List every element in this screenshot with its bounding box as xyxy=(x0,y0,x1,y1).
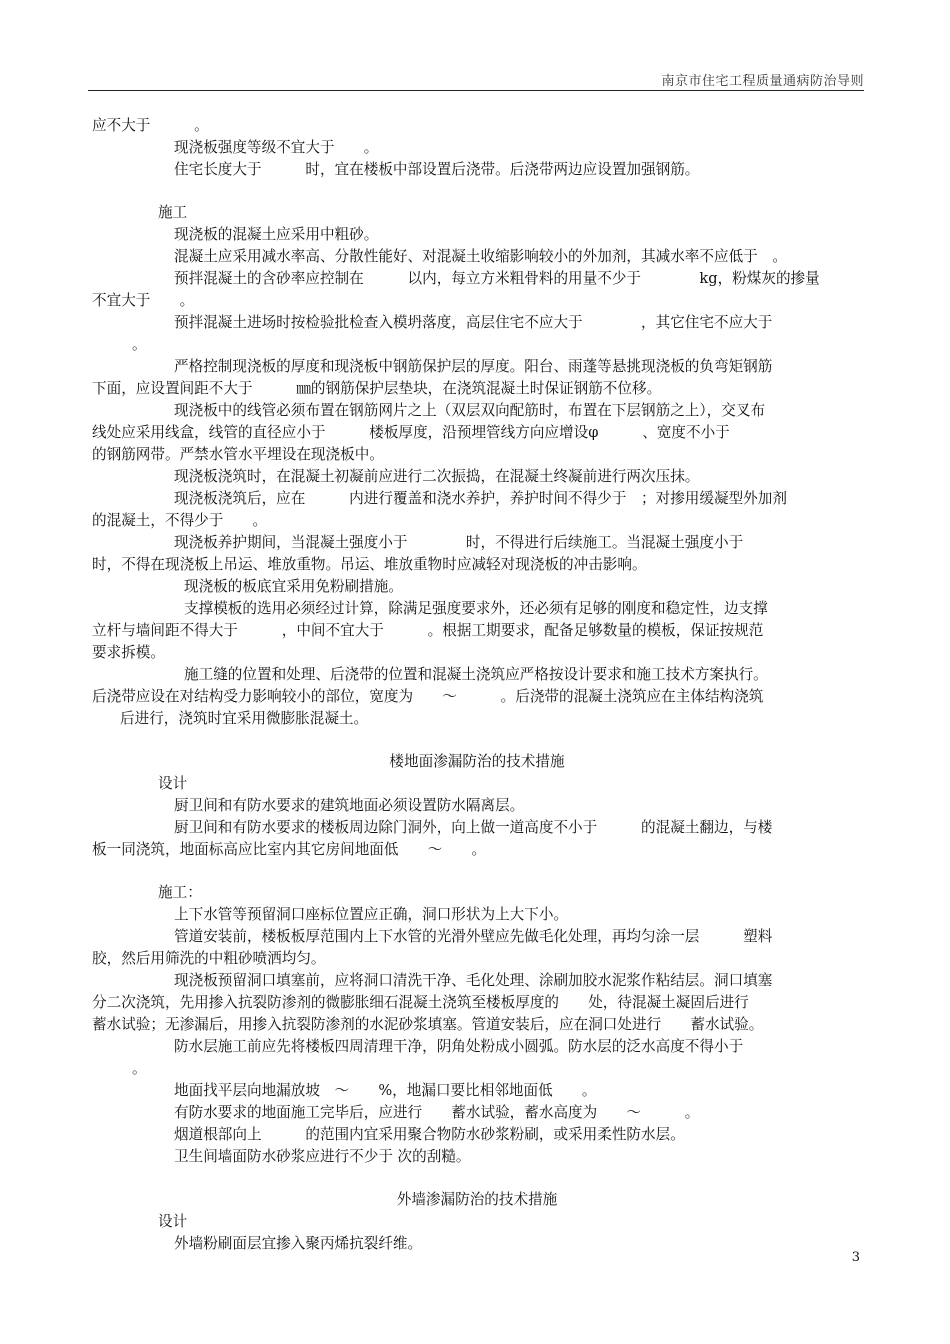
text-line: 。 xyxy=(132,336,147,353)
running-header: 南京市住宅工程质量通病防治导则 xyxy=(661,74,864,89)
section-heading: 楼地面渗漏防治的技术措施 xyxy=(389,753,565,770)
text-line: 分二次浇筑，先用掺入抗裂防渗剂的微膨胀细石混凝土浇筑至楼板厚度的 处，待混凝土凝固后进行 xyxy=(92,994,749,1011)
text-line: 板一同浇筑，地面标高应比室内其它房间地面低 ～ 。 xyxy=(92,841,487,858)
text-line: 应不大于 。 xyxy=(92,117,209,134)
text-line: 混凝土应采用减水率高、分散性能好、对混凝土收缩影响较小的外加剂，其减水率不应低于 。 xyxy=(174,248,787,265)
text-line: 管道安装前，楼板板厚范围内上下水管的光滑外壁应先做毛化处理，再均匀涂一层 塑料 xyxy=(174,928,773,945)
text-line: 地面找平层向地漏放坡 ～ %，地漏口要比相邻地面低 。 xyxy=(174,1082,597,1099)
text-line: 外墙粉刷面层宜掺入聚丙烯抗裂纤维。 xyxy=(174,1235,423,1252)
text-line: 设计 xyxy=(158,775,188,792)
text-line: 施工： xyxy=(158,884,202,901)
text-line: 线处应采用线盒，线管的直径应小于 楼板厚度，沿预埋管线方向应增设φ 、宽度不小于 xyxy=(92,424,730,441)
text-line: 的混凝土，不得少于 。 xyxy=(92,512,268,529)
text-line: 现浇板养护期间，当混凝土强度小于 时，不得进行后续施工。当混凝土强度小于 xyxy=(174,534,744,551)
text-line: 卫生间墙面防水砂浆应进行不少于 次的刮糙。 xyxy=(174,1148,471,1165)
text-line: 要求拆模。 xyxy=(92,644,165,661)
text-line: 预拌混凝土进场时按检验批检查入模坍落度，高层住宅不应大于 ，其它住宅不应大于 xyxy=(174,314,773,331)
text-line: 现浇板中的线管必须布置在钢筋网片之上（双层双向配筋时，布置在下层钢筋之上），交叉布 xyxy=(174,402,766,419)
text-line: 住宅长度大于 时，宜在楼板中部设置后浇带。后浇带两边应设置加强钢筋。 xyxy=(174,161,700,178)
text-line: 严格控制现浇板的厚度和现浇板中钢筋保护层的厚度。阳台、雨蓬等悬挑现浇板的负弯矩钢筋 xyxy=(174,358,773,375)
text-line: 时，不得在现浇板上吊运、堆放重物。吊运、堆放重物时应减轻对现浇板的冲击影响。 xyxy=(92,556,647,573)
text-line: 上下水管等预留洞口座标位置应正确，洞口形状为上大下小。 xyxy=(174,906,569,923)
text-line: 烟道根部向上 的范围内宜采用聚合物防水砂浆粉刷，或采用柔性防水层。 xyxy=(174,1126,685,1143)
text-line: 厨卫间和有防水要求的楼板周边除门洞外，向上做一道高度不小于 的混凝土翻边，与楼 xyxy=(174,819,773,836)
text-line: 施工 xyxy=(158,204,188,221)
text-line: 施工缝的位置和处理、后浇带的位置和混凝土浇筑应严格按设计要求和施工技术方案执行。 xyxy=(184,666,768,683)
text-line: 现浇板浇筑时，在混凝土初凝前应进行二次振捣，在混凝土终凝前进行两次压抹。 xyxy=(174,468,700,485)
section-heading: 外墙渗漏防治的技术措施 xyxy=(396,1191,558,1208)
text-line: 现浇板强度等级不宜大于 。 xyxy=(174,139,379,156)
text-line: 。 xyxy=(132,1060,147,1077)
text-line: 后进行，浇筑时宜采用微膨胀混凝土。 xyxy=(120,710,369,727)
text-line: 胶，然后用筛洗的中粗砂喷洒均匀。 xyxy=(92,950,326,967)
text-line: 立杆与墙间距不得大于 ，中间不宜大于 。根据工期要求，配备足够数量的模板，保证按规范 xyxy=(92,622,764,639)
text-line: 后浇带应设在对结构受力影响较小的部位，宽度为 ～ 。后浇带的混凝土浇筑应在主体结构浇筑 xyxy=(92,688,764,705)
text-line: 现浇板浇筑后，应在 内进行覆盖和浇水养护，养护时间不得少于 ；对掺用缓凝型外加剂 xyxy=(174,490,787,507)
text-line: 下面，应设置间距不大于 ㎜的钢筋保护层垫块，在浇筑混凝土时保证钢筋不位移。 xyxy=(92,380,662,397)
text-line: 蓄水试验；无渗漏后，用掺入抗裂防渗剂的水泥砂浆填塞。管道安装后，应在洞口处进行 蓄水试验。 xyxy=(92,1016,764,1033)
header-rule xyxy=(88,90,864,91)
text-line: 不宜大于 。 xyxy=(92,292,195,309)
text-line: 现浇板的板底宜采用免粉刷措施。 xyxy=(184,578,403,595)
text-line: 厨卫间和有防水要求的建筑地面必须设置防水隔离层。 xyxy=(174,797,525,814)
text-line: 现浇板的混凝土应采用中粗砂。 xyxy=(174,226,379,243)
text-line: 支撑模板的选用必须经过计算，除满足强度要求外，还必须有足够的刚度和稳定性，边支撑 xyxy=(184,600,768,617)
text-line: 防水层施工前应先将楼板四周清理干净，阴角处粉成小圆弧。防水层的泛水高度不得小于 xyxy=(174,1038,744,1055)
text-line: 设计 xyxy=(158,1213,188,1230)
text-line: 现浇板预留洞口填塞前，应将洞口清洗干净、毛化处理、涂刷加胶水泥浆作粘结层。洞口填塞 xyxy=(174,972,773,989)
text-line: 的钢筋网带。严禁水管水平埋设在现浇板中。 xyxy=(92,446,384,463)
page-number: 3 xyxy=(851,1250,860,1265)
text-line: 有防水要求的地面施工完毕后，应进行 蓄水试验，蓄水高度为 ～ 。 xyxy=(174,1104,700,1121)
text-line: 预拌混凝土的含砂率应控制在 以内，每立方米粗骨料的用量不少于 kg，粉煤灰的掺量 xyxy=(174,270,820,287)
